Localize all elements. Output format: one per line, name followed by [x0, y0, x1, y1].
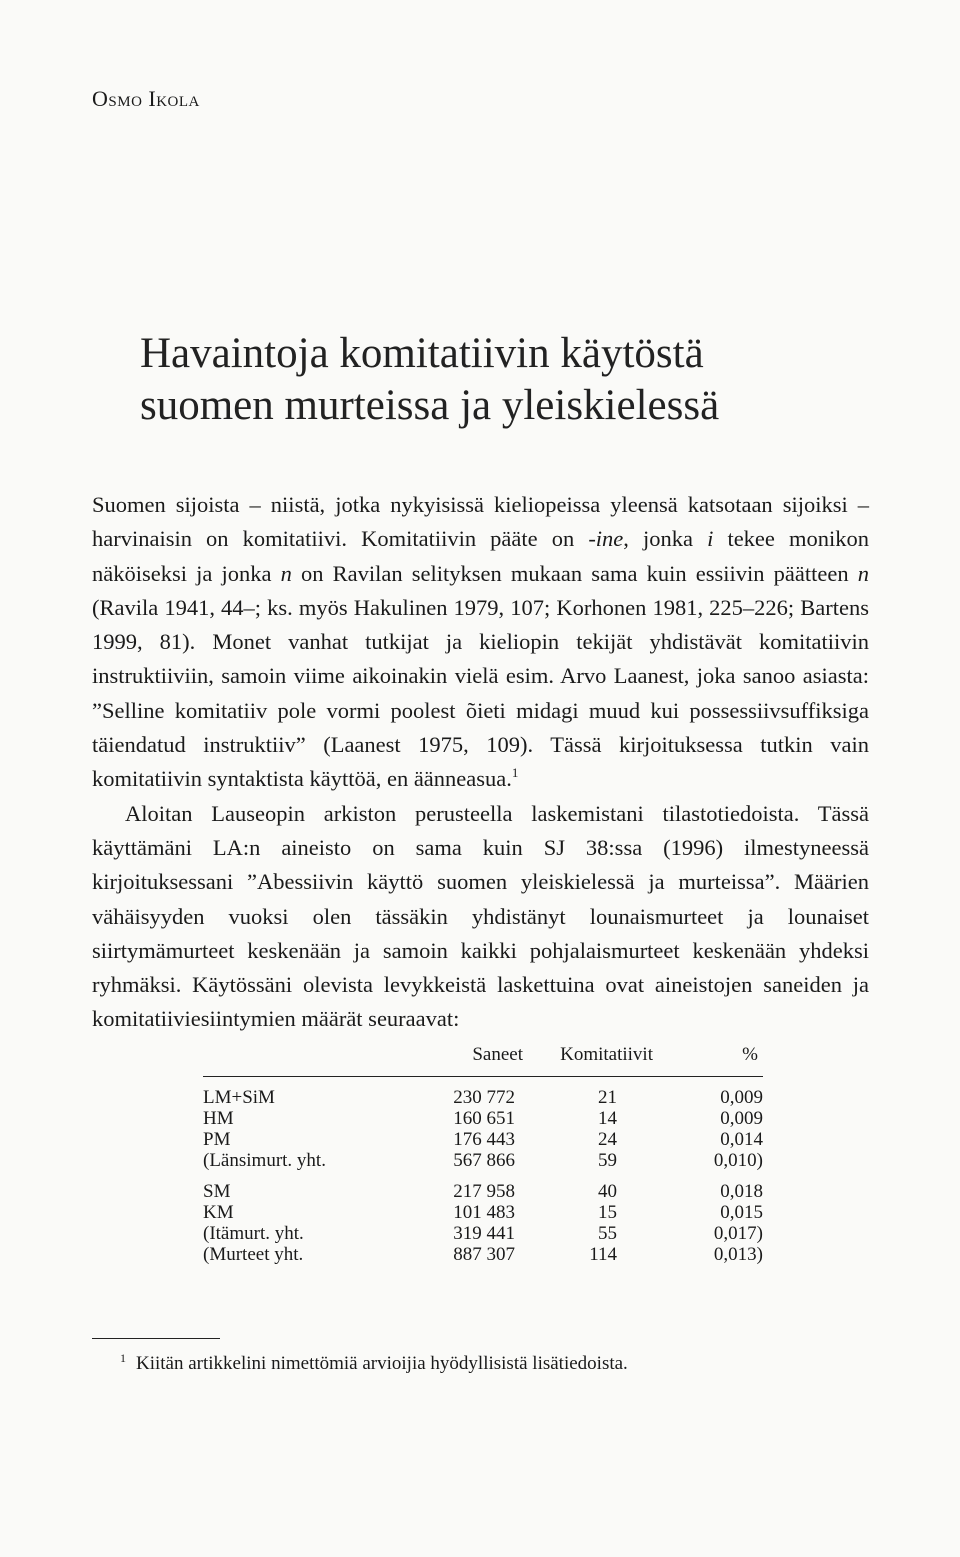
p1-text-1: Suomen sijoista – niistä, jotka nykyisissä kieliopeissa yleensä katsotaan sijoiksi – harvinaisin on komitatiivi. Komitatiivin pääte on: [92, 492, 869, 552]
row-saneet: 160 651: [453, 1108, 515, 1129]
row-komitatiivit: 24: [598, 1129, 617, 1150]
row-label: PM: [203, 1129, 231, 1150]
footnote-divider: [92, 1338, 220, 1339]
row-label: KM: [203, 1202, 234, 1223]
body-text: [92, 488, 869, 1037]
running-head-author: Osmo Ikola: [92, 86, 200, 111]
title-line-1: Havaintoja komitatiivin käytöstä: [140, 330, 704, 377]
row-saneet: 176 443: [453, 1129, 515, 1150]
row-label: HM: [203, 1108, 234, 1129]
table-row: [203, 1223, 763, 1244]
row-percent: 0,010): [713, 1150, 763, 1171]
row-label: (Länsimurt. yht.: [203, 1150, 326, 1171]
row-saneet: 230 772: [453, 1087, 515, 1108]
header-saneet: Saneet: [472, 1044, 523, 1065]
table-row: [203, 1108, 763, 1129]
p1-ending: -ine: [588, 526, 624, 552]
table-group-gap: [203, 1171, 763, 1181]
footnote-reference[interactable]: 1: [511, 765, 519, 781]
table-header: [203, 1044, 763, 1076]
header-komitatiivit: Komitatiivit: [560, 1044, 653, 1065]
p1-text-5: (Ravila 1941, 44–; ks. myös Hakulinen 1979, 107; Korhonen 1981, 225–226; Bartens 1999, 81). Monet vanhat tutkijat ja kieliopin tekijät yhdistävät komitatiivin instruktiiviin, samoin viime aikoinakin vielä esim. Arvo Laanest, joka sanoo asiasta: ”Selline komitatiiv pole vormi poolest õieti midagi muud kui possessiivsuffiksiga täiendatud instruktiiv” (Laanest 1975, 109). Tässä kirjoituksessa tutkin vain komitatiivin syntaktista käyttöä, en äänneasua.: [92, 594, 869, 792]
row-komitatiivit: 15: [598, 1202, 617, 1223]
row-label: SM: [203, 1181, 231, 1202]
p1-n2: n: [857, 560, 869, 586]
article-title: [140, 328, 900, 432]
table-row: [203, 1202, 763, 1223]
p1-text-3: tekee monikon näköiseksi ja jonka: [92, 526, 869, 586]
row-saneet: 887 307: [453, 1244, 515, 1265]
table-row: [203, 1150, 763, 1171]
row-percent: 0,018: [720, 1181, 763, 1202]
row-percent: 0,013): [713, 1244, 763, 1265]
row-saneet: 101 483: [453, 1202, 515, 1223]
footnote-text: Kiitän artikkelini nimettömiä arvioijia hyödyllisistä lisätiedoista.: [136, 1353, 628, 1374]
title-line-2: suomen murteissa ja yleiskielessä: [140, 382, 720, 429]
row-komitatiivit: 114: [589, 1244, 617, 1265]
p1-n1: n: [280, 560, 292, 586]
footnote: [120, 1351, 628, 1375]
row-komitatiivit: 14: [598, 1108, 617, 1129]
paragraph-2: Aloitan Lauseopin arkiston perusteella laskemistani tilastotiedoista. Tässä käyttämäni LA:n aineisto on sama kuin SJ 38:ssa (1996) ilmestyneessä kirjoituksessani ”Abessiivin käyttö suomen yleiskielessä ja murteissa”. Määrien vähäisyyden vuoksi olen tässäkin yhdistänyt lounaismurteet ja lounaiset siirtymämurteet keskenään ja samoin kaikki pohjalaismurteet keskenään yhdeksi ryhmäksi. Käytössäni olevista levykkeistä laskettuina ovat aineistojen saneiden ja komitatiiviesiintymien määrät seuraavat:: [92, 800, 869, 1032]
table-group-east: [203, 1181, 763, 1265]
row-percent: 0,017): [713, 1223, 763, 1244]
row-percent: 0,009: [720, 1087, 763, 1108]
p1-i: i: [707, 526, 714, 552]
row-percent: 0,014: [720, 1129, 763, 1150]
p1-text-4: on Ravilan selityksen mukaan sama kuin essiivin päätteen: [291, 560, 858, 586]
paragraph-1: [92, 488, 869, 797]
row-percent: 0,009: [720, 1108, 763, 1129]
table-row: [203, 1181, 763, 1202]
statistics-table: [203, 1044, 763, 1265]
row-label: (Murteet yht.: [203, 1244, 304, 1265]
table-row: [203, 1129, 763, 1150]
row-saneet: 319 441: [453, 1223, 515, 1244]
header-percent: %: [742, 1044, 758, 1065]
row-percent: 0,015: [720, 1202, 763, 1223]
row-label: (Itämurt. yht.: [203, 1223, 304, 1244]
row-komitatiivit: 40: [598, 1181, 617, 1202]
footnote-mark: 1: [120, 1351, 126, 1365]
row-komitatiivit: 21: [598, 1087, 617, 1108]
table-row: [203, 1087, 763, 1108]
row-label: LM+SiM: [203, 1087, 275, 1108]
table-row: [203, 1244, 763, 1265]
table-group-west: [203, 1087, 763, 1171]
row-saneet: 567 866: [453, 1150, 515, 1171]
p1-text-2: , jonka: [623, 526, 708, 552]
row-saneet: 217 958: [453, 1181, 515, 1202]
row-komitatiivit: 59: [598, 1150, 617, 1171]
row-komitatiivit: 55: [598, 1223, 617, 1244]
